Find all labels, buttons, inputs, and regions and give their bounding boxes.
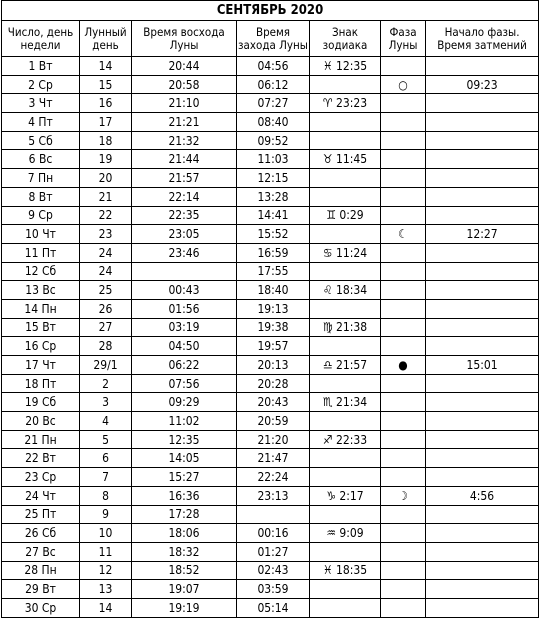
cell-zodiac [310,468,381,487]
cell-lunar-day: 5 [80,430,132,449]
cell-moon-phase [381,169,426,188]
cell-date: 15 Вт [2,318,80,337]
cell-zodiac [310,505,381,524]
header-lunar-day: Лунный день [80,21,132,57]
cell-moonrise: 14:05 [132,449,237,468]
cell-zodiac [310,75,381,94]
cell-moonrise: 18:06 [132,524,237,543]
cell-moonrise: 20:44 [132,57,237,76]
header-date: Число, день недели [2,21,80,57]
cell-phase-time [426,113,539,132]
cell-moonset: 23:13 [237,486,310,505]
table-row [2,243,539,262]
cell-lunar-day: 17 [80,113,132,132]
cell-moon-phase: ☽ [381,486,426,505]
cell-moonset: 21:20 [237,430,310,449]
cell-moonset: 11:03 [237,150,310,169]
table-row [2,318,539,337]
cell-moonrise: 16:36 [132,486,237,505]
cell-moonrise: 18:32 [132,542,237,561]
cell-date: 6 Вс [2,150,80,169]
cell-lunar-day: 6 [80,449,132,468]
cell-moonset: 18:40 [237,281,310,300]
cell-date: 17 Чт [2,356,80,375]
cell-date: 13 Вс [2,281,80,300]
cell-date: 16 Ср [2,337,80,356]
cell-lunar-day: 8 [80,486,132,505]
table-row [2,468,539,487]
cell-phase-time [426,524,539,543]
cell-phase-time [426,374,539,393]
cell-zodiac [310,337,381,356]
cell-moon-phase [381,337,426,356]
cell-phase-time: 09:23 [426,75,539,94]
cell-zodiac [310,113,381,132]
cell-moonrise: 21:10 [132,94,237,113]
cell-phase-time [426,243,539,262]
cell-date: 30 Ср [2,598,80,617]
cell-date: 24 Чт [2,486,80,505]
cell-date: 22 Вт [2,449,80,468]
table-row [2,524,539,543]
cell-moonset: 19:13 [237,299,310,318]
cell-phase-time [426,318,539,337]
table-row [2,486,539,505]
cell-date: 20 Вс [2,412,80,431]
cell-moonrise: 19:07 [132,580,237,599]
cell-moon-phase [381,468,426,487]
cell-moonrise: 07:56 [132,374,237,393]
cell-phase-time [426,299,539,318]
table-row [2,150,539,169]
cell-moon-phase [381,561,426,580]
cell-moonset: 20:13 [237,356,310,375]
cell-lunar-day: 15 [80,75,132,94]
table-row [2,356,539,375]
table-row [2,299,539,318]
cell-zodiac: ♈ 23:23 [310,94,381,113]
cell-moonrise: 11:02 [132,412,237,431]
cell-date: 10 Чт [2,225,80,244]
cell-phase-time [426,580,539,599]
cell-date: 11 Пт [2,243,80,262]
cell-moonset: 14:41 [237,206,310,225]
cell-date: 29 Вт [2,580,80,599]
cell-moonset: 15:52 [237,225,310,244]
header-zodiac: Знак зодиака [310,21,381,57]
cell-zodiac [310,187,381,206]
cell-moonset: 12:15 [237,169,310,188]
cell-moon-phase [381,131,426,150]
cell-lunar-day: 28 [80,337,132,356]
lunar-calendar-table [1,0,539,618]
cell-moonset: 09:52 [237,131,310,150]
cell-lunar-day: 21 [80,187,132,206]
cell-lunar-day: 25 [80,281,132,300]
cell-moon-phase [381,412,426,431]
cell-moon-phase [381,281,426,300]
cell-lunar-day: 13 [80,580,132,599]
header-moonset: Время захода Луны [237,21,310,57]
cell-moonrise: 19:19 [132,598,237,617]
table-row [2,374,539,393]
cell-lunar-day: 24 [80,262,132,281]
cell-date: 14 Пн [2,299,80,318]
cell-moonrise: 21:32 [132,131,237,150]
cell-moon-phase [381,262,426,281]
cell-moonset: 07:27 [237,94,310,113]
cell-moon-phase [381,449,426,468]
table-row [2,281,539,300]
cell-moon-phase [381,243,426,262]
cell-phase-time [426,505,539,524]
cell-phase-time [426,449,539,468]
cell-moonrise: 23:46 [132,243,237,262]
cell-moonrise: 20:58 [132,75,237,94]
cell-phase-time [426,94,539,113]
cell-date: 9 Ср [2,206,80,225]
cell-moon-phase [381,150,426,169]
cell-lunar-day: 22 [80,206,132,225]
cell-moonset: 20:59 [237,412,310,431]
cell-zodiac: ♊ 0:29 [310,206,381,225]
cell-moonrise: 03:19 [132,318,237,337]
cell-zodiac [310,131,381,150]
table-row [2,393,539,412]
table-row [2,505,539,524]
cell-moonrise: 12:35 [132,430,237,449]
cell-lunar-day: 16 [80,94,132,113]
cell-zodiac: ♐ 22:33 [310,430,381,449]
cell-zodiac [310,542,381,561]
cell-moonset: 17:55 [237,262,310,281]
cell-lunar-day: 20 [80,169,132,188]
cell-moonrise: 17:28 [132,505,237,524]
cell-moonset: 06:12 [237,75,310,94]
table-row [2,57,539,76]
cell-phase-time [426,337,539,356]
cell-zodiac: ♎ 21:57 [310,356,381,375]
cell-moon-phase [381,187,426,206]
cell-moonrise: 22:14 [132,187,237,206]
table-row [2,561,539,580]
cell-zodiac: ♌ 18:34 [310,281,381,300]
table-row [2,113,539,132]
cell-moonrise: 01:56 [132,299,237,318]
cell-moonset: 19:57 [237,337,310,356]
cell-moon-phase [381,393,426,412]
cell-zodiac: ♍ 21:38 [310,318,381,337]
cell-zodiac [310,374,381,393]
cell-zodiac [310,169,381,188]
cell-moonrise: 00:43 [132,281,237,300]
cell-moonrise: 15:27 [132,468,237,487]
cell-lunar-day: 11 [80,542,132,561]
table-body [2,57,539,618]
cell-lunar-day: 26 [80,299,132,318]
cell-phase-time: 15:01 [426,356,539,375]
cell-date: 8 Вт [2,187,80,206]
cell-lunar-day: 9 [80,505,132,524]
cell-phase-time: 4:56 [426,486,539,505]
table-row [2,225,539,244]
cell-date: 19 Сб [2,393,80,412]
cell-lunar-day: 29/1 [80,356,132,375]
cell-moon-phase [381,505,426,524]
cell-moonset: 21:47 [237,449,310,468]
cell-phase-time [426,281,539,300]
cell-moonset: 05:14 [237,598,310,617]
cell-moonset: 13:28 [237,187,310,206]
cell-zodiac [310,449,381,468]
cell-moon-phase [381,524,426,543]
cell-zodiac [310,580,381,599]
cell-date: 7 Пн [2,169,80,188]
cell-moonrise: 23:05 [132,225,237,244]
cell-moon-phase [381,299,426,318]
cell-moonset: 01:27 [237,542,310,561]
cell-lunar-day: 14 [80,598,132,617]
cell-moon-phase: ○ [381,75,426,94]
cell-moon-phase [381,542,426,561]
cell-zodiac: ♓ 18:35 [310,561,381,580]
cell-zodiac: ♋ 11:24 [310,243,381,262]
table-row [2,94,539,113]
table-row [2,75,539,94]
cell-zodiac: ♑ 2:17 [310,486,381,505]
cell-moon-phase [381,206,426,225]
cell-moonrise: 09:29 [132,393,237,412]
cell-moonset: 16:59 [237,243,310,262]
cell-lunar-day: 7 [80,468,132,487]
cell-moon-phase [381,113,426,132]
cell-date: 3 Чт [2,94,80,113]
table-row [2,262,539,281]
cell-date: 26 Сб [2,524,80,543]
cell-date: 4 Пт [2,113,80,132]
cell-moonset: 04:56 [237,57,310,76]
cell-date: 21 Пн [2,430,80,449]
cell-moon-phase [381,318,426,337]
header-moonrise: Время восхода Луны [132,21,237,57]
table-row [2,187,539,206]
table-row [2,131,539,150]
cell-zodiac [310,262,381,281]
cell-lunar-day: 24 [80,243,132,262]
cell-date: 25 Пт [2,505,80,524]
cell-moonset: 19:38 [237,318,310,337]
cell-moonrise [132,262,237,281]
cell-zodiac [310,225,381,244]
cell-phase-time [426,187,539,206]
cell-lunar-day: 18 [80,131,132,150]
cell-lunar-day: 27 [80,318,132,337]
cell-moonrise: 18:52 [132,561,237,580]
cell-phase-time [426,169,539,188]
cell-zodiac: ♏ 21:34 [310,393,381,412]
cell-zodiac: ♒ 9:09 [310,524,381,543]
cell-lunar-day: 12 [80,561,132,580]
cell-moon-phase [381,430,426,449]
cell-moonrise: 04:50 [132,337,237,356]
table-row [2,430,539,449]
cell-date: 28 Пн [2,561,80,580]
cell-date: 27 Вс [2,542,80,561]
cell-lunar-day: 10 [80,524,132,543]
table-row [2,542,539,561]
cell-phase-time: 12:27 [426,225,539,244]
table-row [2,169,539,188]
cell-zodiac: ♉ 11:45 [310,150,381,169]
cell-lunar-day: 4 [80,412,132,431]
cell-moon-phase: ☾ [381,225,426,244]
table-row [2,412,539,431]
cell-zodiac [310,299,381,318]
table-row [2,449,539,468]
table-row [2,580,539,599]
cell-phase-time [426,131,539,150]
cell-date: 23 Ср [2,468,80,487]
cell-moonset: 20:28 [237,374,310,393]
cell-lunar-day: 23 [80,225,132,244]
cell-phase-time [426,150,539,169]
cell-moon-phase [381,580,426,599]
cell-moonset: 02:43 [237,561,310,580]
cell-moon-phase [381,94,426,113]
cell-phase-time [426,393,539,412]
cell-moonset: 00:16 [237,524,310,543]
cell-phase-time [426,57,539,76]
cell-date: 18 Пт [2,374,80,393]
cell-moon-phase [381,57,426,76]
table-row [2,337,539,356]
cell-date: 1 Вт [2,57,80,76]
cell-phase-time [426,262,539,281]
cell-phase-time [426,542,539,561]
cell-moonset: 08:40 [237,113,310,132]
cell-date: 12 Сб [2,262,80,281]
cell-moonrise: 21:57 [132,169,237,188]
cell-lunar-day: 3 [80,393,132,412]
cell-lunar-day: 19 [80,150,132,169]
cell-moonset [237,505,310,524]
cell-moonrise: 06:22 [132,356,237,375]
cell-moonrise: 21:44 [132,150,237,169]
cell-phase-time [426,468,539,487]
cell-lunar-day: 14 [80,57,132,76]
header-moon-phase: Фаза Луны [381,21,426,57]
cell-zodiac: ♓ 12:35 [310,57,381,76]
cell-date: 5 Сб [2,131,80,150]
cell-phase-time [426,430,539,449]
cell-phase-time [426,561,539,580]
cell-moonset: 03:59 [237,580,310,599]
cell-phase-time [426,206,539,225]
cell-phase-time [426,412,539,431]
cell-moon-phase [381,374,426,393]
table-row [2,206,539,225]
cell-lunar-day: 2 [80,374,132,393]
cell-zodiac [310,412,381,431]
cell-moonset: 20:43 [237,393,310,412]
cell-date: 2 Ср [2,75,80,94]
table-title: СЕНТЯБРЬ 2020 [2,1,539,21]
header-phase-start: Начало фазы. Время затмений [426,21,539,57]
cell-moonset: 22:24 [237,468,310,487]
cell-moonrise: 22:35 [132,206,237,225]
cell-moonrise: 21:21 [132,113,237,132]
cell-moon-phase: ● [381,356,426,375]
